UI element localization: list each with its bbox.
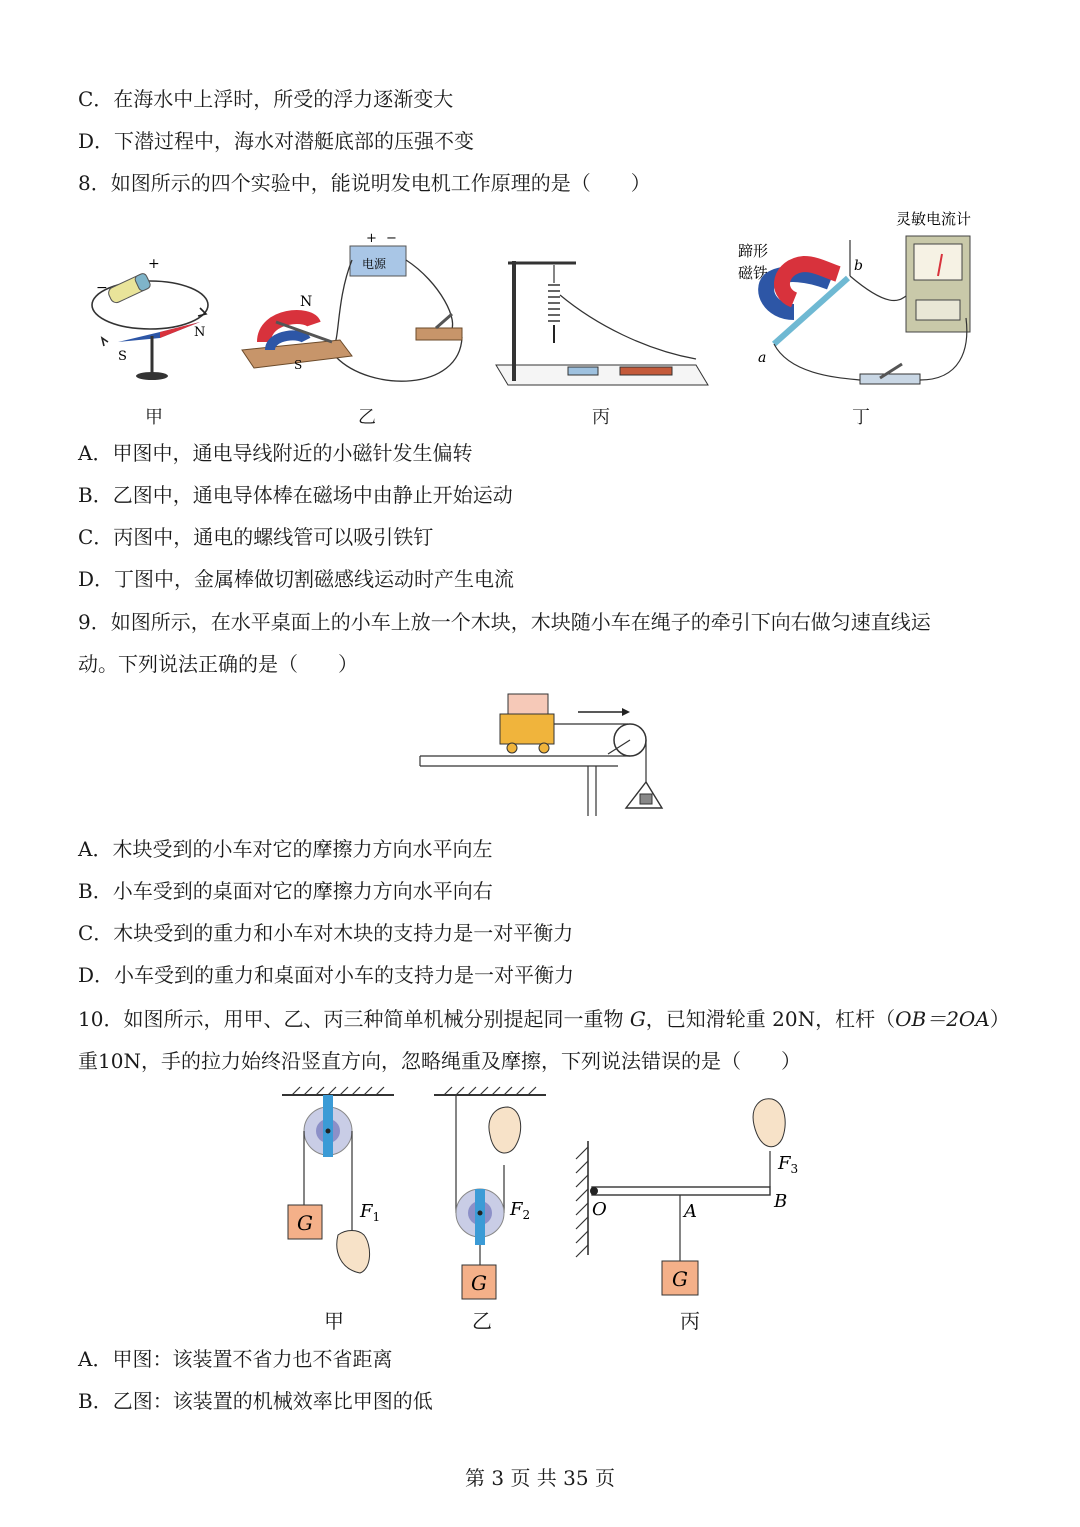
q10-figure-yi: [430, 1085, 550, 1305]
rod-end-a: a: [758, 350, 767, 366]
magnet-label-1: 蹄形: [738, 242, 769, 260]
q10-stem-line1: [78, 1006, 1010, 1032]
magnet-label-2: 磁铁: [738, 264, 769, 282]
q9-option-d: D．小车受到的重力和桌面对小车的支持力是一对平衡力: [78, 963, 575, 987]
f2-label: $F_2$: [510, 1199, 531, 1222]
q10-option-b: B．乙图：该装置的机械效率比甲图的低: [78, 1389, 433, 1413]
q10-figure-bing: [572, 1095, 812, 1305]
s-pole-label: S: [118, 349, 127, 364]
n-pole-label: N: [194, 325, 206, 340]
f3-label: $F_3$: [778, 1153, 799, 1176]
q10-stem-line2: 重10N，手的拉力始终沿竖直方向，忽略绳重及摩擦，下列说法错误的是（ ）: [78, 1049, 801, 1073]
q10-stem-equation: OB＝2OA: [895, 1007, 990, 1031]
q9-option-b: B．小车受到的桌面对它的摩擦力方向水平向右: [78, 879, 493, 903]
q10-stem-weight: G: [629, 1007, 646, 1031]
q8-figure-jia: [90, 250, 220, 390]
q9-figure-cart: [418, 690, 668, 820]
minus-sign: −: [96, 280, 108, 296]
q8-option-c: C．丙图中，通电的螺线管可以吸引铁钉: [78, 525, 434, 549]
power-minus: −: [386, 231, 397, 246]
q8-option-a: A．甲图中，通电导线附近的小磁针发生偏转: [78, 441, 473, 465]
q9-option-c: C．木块受到的重力和小车对木块的支持力是一对平衡力: [78, 921, 574, 945]
q8-figure-bing: [496, 255, 711, 390]
q8-figure-ding: [730, 200, 995, 400]
q8-option-d: D．丁图中，金属棒做切割磁感线运动时产生电流: [78, 567, 515, 591]
rod-end-b: b: [854, 258, 863, 274]
power-plus: +: [366, 231, 377, 246]
q7-option-d: D．下潜过程中，海水对潜艇底部的压强不变: [78, 129, 475, 153]
q10-label-yi: 乙: [472, 1309, 492, 1333]
q10-stem-part1: 10．如图所示，用甲、乙、丙三种简单机械分别提起同一重物: [78, 1007, 630, 1031]
q10-stem-part3: ）: [989, 1007, 1010, 1031]
q9-option-a: A．木块受到的小车对它的摩擦力方向水平向左: [78, 837, 493, 861]
q10-stem-part2: ，已知滑轮重 20N，杠杆（: [645, 1007, 896, 1031]
q8-label-jia: 甲: [145, 407, 163, 428]
pivot-o-label: O: [592, 1199, 607, 1220]
point-a-label: A: [684, 1201, 697, 1222]
galvanometer-label: 灵敏电流计: [896, 210, 972, 228]
magnet-s-label: S: [294, 358, 303, 372]
q8-label-ding: 丁: [852, 407, 870, 428]
q10-bing-weight-label: G: [672, 1267, 688, 1291]
q9-stem-line1: 9．如图所示，在水平桌面上的小车上放一个木块，木块随小车在绳子的牵引下向右做匀速直线运: [78, 610, 931, 634]
q7-option-c: C．在海水中上浮时，所受的浮力逐渐变大: [78, 87, 454, 111]
q8-label-bing: 丙: [592, 407, 610, 428]
power-label: 电源: [362, 257, 387, 271]
q10-option-a: A．甲图：该装置不省力也不省距离: [78, 1347, 393, 1371]
point-b-label: B: [774, 1191, 788, 1212]
q10-jia-weight-label: G: [297, 1211, 313, 1235]
page-footer: 第 3 页 共 35 页: [465, 1466, 615, 1490]
plus-sign: +: [148, 256, 160, 272]
q8-figure-yi: [240, 232, 470, 392]
q9-stem-line2: 动。下列说法正确的是（ ）: [78, 652, 358, 676]
q10-yi-weight-label: G: [471, 1271, 487, 1295]
q8-label-yi: 乙: [358, 407, 376, 428]
f1-label: $F_1$: [360, 1201, 381, 1224]
q10-label-jia: 甲: [324, 1309, 344, 1333]
q10-label-bing: 丙: [680, 1309, 700, 1333]
magnet-n-label: N: [300, 294, 313, 310]
q8-stem: 8．如图所示的四个实验中，能说明发电机工作原理的是（ ）: [78, 171, 651, 195]
q8-option-b: B．乙图中，通电导体棒在磁场中由静止开始运动: [78, 483, 513, 507]
q10-figure-jia: [280, 1085, 400, 1285]
